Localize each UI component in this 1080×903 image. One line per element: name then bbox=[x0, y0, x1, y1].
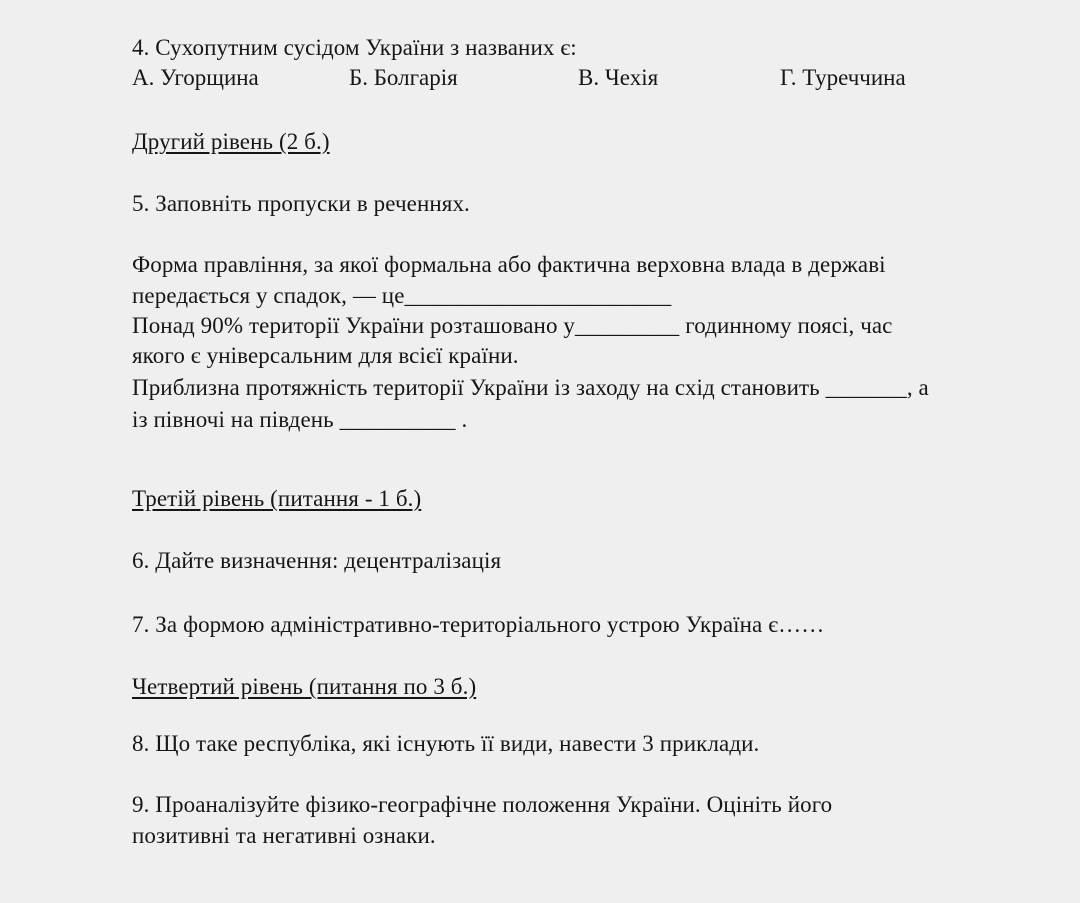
question-4-text: 4. Сухопутним сусідом України з названих є: bbox=[132, 35, 577, 60]
question-5-line-2: передається у спадок, — це_______________________ bbox=[132, 283, 672, 308]
question-6-text: 6. Дайте визначення: децентралізація bbox=[132, 548, 502, 573]
level-4-heading: Четвертий рівень (питання по 3 б.) bbox=[132, 674, 477, 699]
question-9-line-1: 9. Проаналізуйте фізико-географічне положення України. Оцініть його bbox=[132, 792, 833, 817]
question-8-text: 8. Що таке республіка, які існують її види, навести 3 приклади. bbox=[132, 731, 760, 756]
question-5-text: 5. Заповніть пропуски в реченнях. bbox=[132, 191, 470, 216]
question-4-option-a: А. Угорщина bbox=[132, 65, 259, 90]
level-2-heading: Другий рівень (2 б.) bbox=[132, 129, 330, 154]
question-4-option-b: Б. Болгарія bbox=[349, 65, 458, 90]
question-5-line-6: із півночі на південь __________ . bbox=[132, 407, 468, 432]
question-4-option-c: В. Чехія bbox=[578, 65, 659, 90]
question-5-line-1: Форма правління, за якої формальна або фактична верховна влада в державі bbox=[132, 252, 886, 277]
question-7-text: 7. За формою адміністративно-територіального устрою Україна є…… bbox=[132, 612, 825, 637]
question-5-line-5: Приблизна протяжність території України із заходу на схід становить _______, а bbox=[132, 375, 929, 400]
question-5-line-3: Понад 90% території України розташовано у_________ годинному поясі, час bbox=[132, 313, 893, 338]
question-5-line-4: якого є універсальним для всієї країни. bbox=[132, 343, 519, 368]
question-4-option-d: Г. Туреччина bbox=[780, 65, 906, 90]
question-9-line-2: позитивні та негативні ознаки. bbox=[132, 823, 436, 848]
level-3-heading: Третій рівень (питання - 1 б.) bbox=[132, 486, 422, 511]
